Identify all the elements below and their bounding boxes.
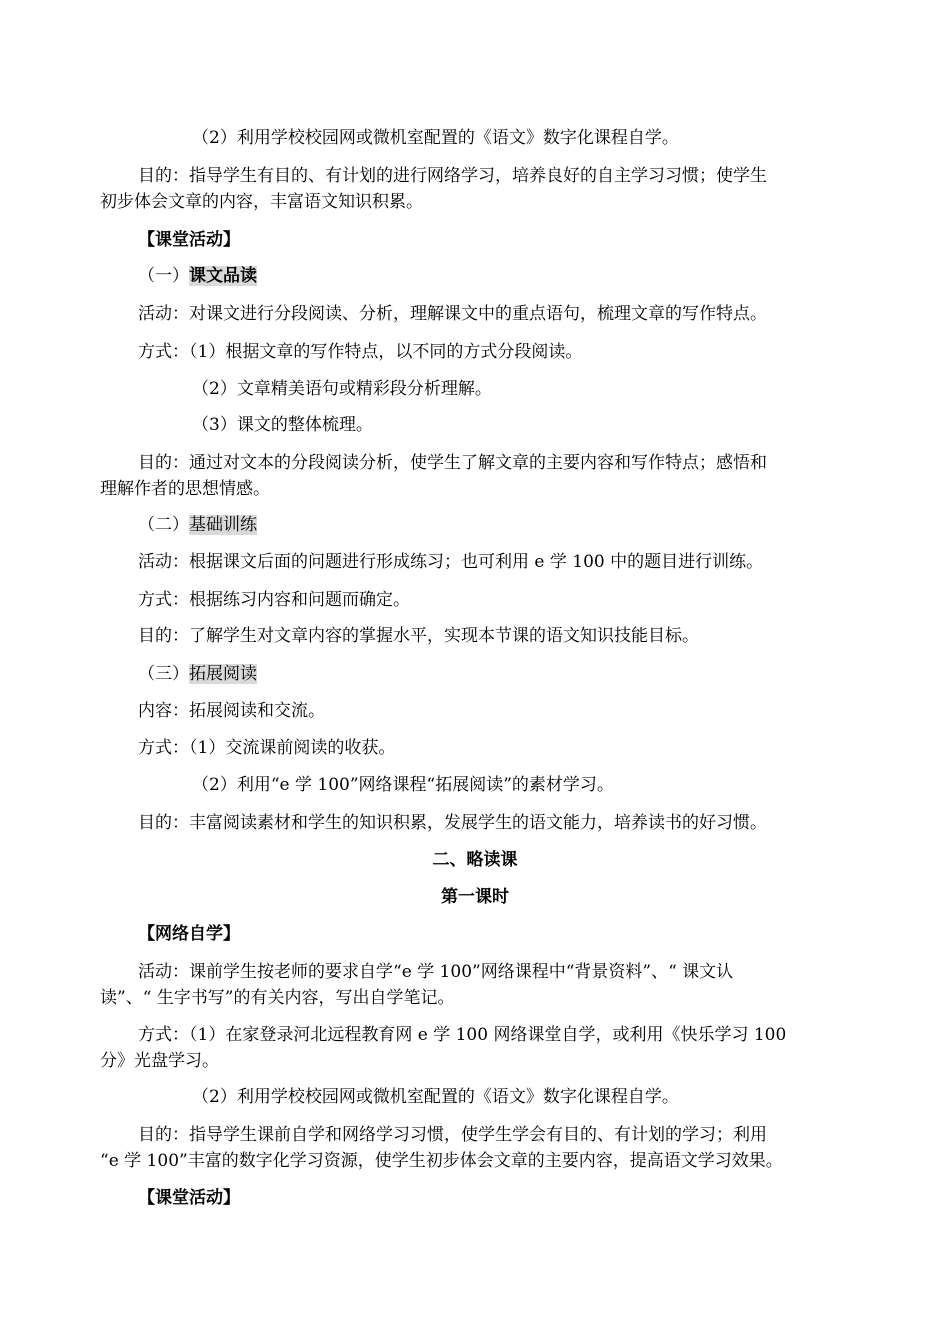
subsection-title: 课文品读 bbox=[189, 266, 257, 286]
text-line: 内容：拓展阅读和交流。 bbox=[138, 701, 325, 721]
text-line: 初步体会文章的内容，丰富语文知识积累。 bbox=[100, 192, 423, 212]
text-line: 方式：（1）根据文章的写作特点，以不同的方式分段阅读。 bbox=[138, 342, 583, 362]
section-heading: 【网络自学】 bbox=[138, 924, 240, 944]
subsection-heading bbox=[138, 514, 257, 536]
text-line: 目的：指导学生有目的、有计划的进行网络学习，培养良好的自主学习习惯；使学生 bbox=[138, 166, 767, 186]
subsection-title: 拓展阅读 bbox=[189, 664, 257, 684]
text-line: （3）课文的整体梳理。 bbox=[192, 415, 373, 435]
text-line: 理解作者的思想情感。 bbox=[100, 479, 270, 499]
lesson-heading: 第一课时 bbox=[441, 887, 509, 907]
text-line: 目的：丰富阅读素材和学生的知识积累，发展学生的语文能力，培养读书的好习惯。 bbox=[138, 813, 767, 833]
text-line: “e 学 100”丰富的数字化学习资源，使学生初步体会文章的主要内容，提高语文学习效果。 bbox=[100, 1151, 783, 1171]
text-line: （2）利用学校校园网或微机室配置的《语文》数字化课程自学。 bbox=[192, 128, 679, 148]
text-line: （2）文章精美语句或精彩段分析理解。 bbox=[192, 379, 492, 399]
text-line: （2）利用“e 学 100”网络课程“拓展阅读”的素材学习。 bbox=[192, 775, 614, 795]
subsection-number: （三） bbox=[138, 664, 189, 684]
chapter-heading: 二、略读课 bbox=[432, 850, 518, 870]
subsection-number: （一） bbox=[138, 266, 189, 286]
text-line: 活动：根据课文后面的问题进行形成练习；也可利用 e 学 100 中的题目进行训练。 bbox=[138, 552, 764, 572]
section-heading: 【课堂活动】 bbox=[138, 1188, 240, 1208]
text-line: 活动：对课文进行分段阅读、分析，理解课文中的重点语句，梳理文章的写作特点。 bbox=[138, 304, 767, 324]
text-line: 方式：（1）在家登录河北远程教育网 e 学 100 网络课堂自学，或利用《快乐学习 100 bbox=[138, 1025, 787, 1045]
subsection-heading bbox=[138, 265, 257, 287]
text-line: （2）利用学校校园网或微机室配置的《语文》数字化课程自学。 bbox=[192, 1087, 679, 1107]
subsection-title: 基础训练 bbox=[189, 515, 257, 535]
text-line: 目的：了解学生对文章内容的掌握水平，实现本节课的语文知识技能目标。 bbox=[138, 626, 699, 646]
subsection-number: （二） bbox=[138, 515, 189, 535]
text-line: 方式：（1）交流课前阅读的收获。 bbox=[138, 738, 396, 758]
text-line: 方式：根据练习内容和问题而确定。 bbox=[138, 590, 410, 610]
text-line: 分》光盘学习。 bbox=[100, 1051, 219, 1071]
section-heading: 【课堂活动】 bbox=[138, 230, 240, 250]
text-line: 目的：指导学生课前自学和网络学习习惯，使学生学会有目的、有计划的学习；利用 bbox=[138, 1125, 767, 1145]
text-line: 读”、“ 生字书写”的有关内容，写出自学笔记。 bbox=[100, 988, 455, 1008]
subsection-heading bbox=[138, 663, 257, 685]
text-line: 目的：通过对文本的分段阅读分析，使学生了解文章的主要内容和写作特点；感悟和 bbox=[138, 453, 767, 473]
text-line: 活动：课前学生按老师的要求自学“e 学 100”网络课程中“背景资料”、“ 课文认 bbox=[138, 962, 734, 982]
